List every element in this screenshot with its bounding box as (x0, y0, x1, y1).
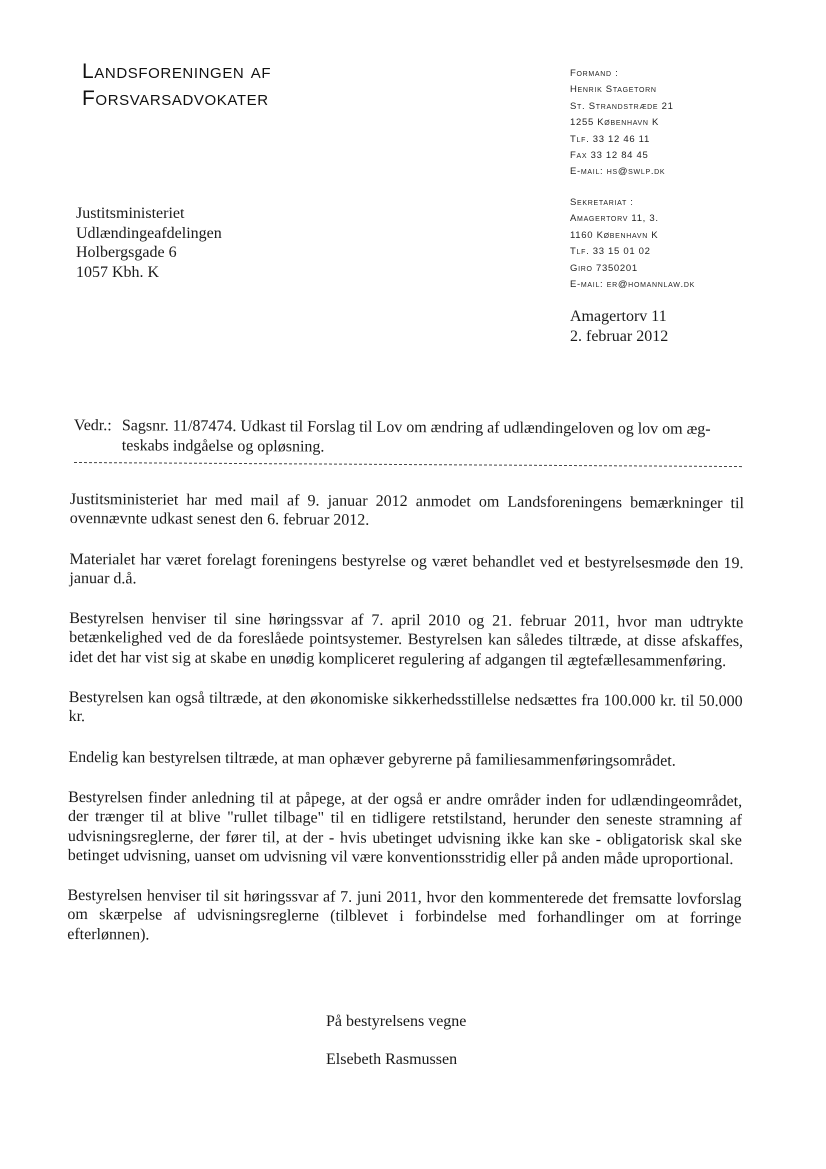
secretariat-heading: Sekretariat : (570, 197, 634, 208)
letter-date: 2. februar 2012 (570, 327, 669, 345)
chairman-phone: Tlf. 33 12 46 11 (570, 133, 650, 145)
chairman-city: 1255 København K (570, 117, 660, 129)
subject-label: Vedr.: (73, 416, 112, 435)
organization-title (82, 58, 271, 112)
subject-text-line-1: Sagsnr. 11/87474. Udkast til Forslag til Lov om ændring af udlændingeloven og lov om æg- (121, 417, 711, 438)
closing-greeting: På bestyrelsens vegne (326, 1013, 467, 1030)
body-paragraph: Justitsministeriet har med mail af 9. januar 2012 anmodet om Landsforeningens bemærkninger til ovennævnte udkast senest den 6. februar 2012. (69, 490, 744, 530)
subject-line (74, 416, 754, 459)
recipient-line-4: 1057 Kbh. K (76, 263, 160, 281)
body-paragraph: Endelig kan bestyrelsen tiltræde, at man ophæver gebyrerne på familiesammenføringsområdet. (68, 748, 676, 770)
chairman-contact-block (570, 66, 674, 181)
subject-text-line-2: teskabs indgåelse og opløsning. (121, 436, 325, 456)
body-paragraph: Bestyrelsen kan også tiltræde, at den økonomiske sikkerhedsstillelse nedsættes fra 100.000 kr. til 50.000 kr. (68, 689, 743, 726)
chairman-fax: Fax 33 12 84 45 (570, 150, 649, 162)
secretariat-contact-block (570, 195, 695, 293)
organization-title-line-1: Landsforeningen af (82, 60, 272, 83)
secretariat-street: Amagertorv 11, 3. (570, 213, 659, 225)
chairman-name: Henrik Stagetorn (570, 84, 657, 96)
recipient-address (76, 204, 222, 282)
letter-place: Amagertorv 11 (570, 308, 667, 325)
signatory-name: Elsebeth Rasmussen (326, 1051, 458, 1068)
secretariat-email: E-mail: er@homannlaw.dk (570, 279, 695, 291)
recipient-line-1: Justitsministeriet (76, 205, 185, 222)
secretariat-giro: Giro 7350201 (570, 262, 638, 274)
body-paragraph: Materialet har været forelagt foreningens bestyrelse og været behandlet ved et bestyrelsesmøde den 19. januar d.å. (69, 550, 744, 588)
secretariat-phone: Tlf. 33 15 01 02 (570, 246, 651, 258)
organization-title-line-2: Forsvarsadvokater (82, 87, 269, 110)
letter-body (67, 490, 744, 969)
body-paragraph: Bestyrelsen finder anledning til at påpege, at der også er andre områder inden for udlændingeområdet, der trænger til at blive "rullet tilbage" til en tidligere retstilstand, herunder den seneste stramning af udvisningsreglerne, der fører til, at der - hvis ubetinget udvisning ikke kan ske - obligatorisk skal ske betinget udvisning, uanset om udvisning vil være konventionsstridig eller på anden måde uproportional. (67, 788, 743, 868)
dashed-divider (74, 462, 742, 467)
recipient-line-3: Holbergsgade 6 (76, 244, 177, 262)
place-and-date (570, 307, 668, 346)
chairman-street: St. Strandstræde 21 (570, 100, 674, 112)
letter-closing (326, 1012, 466, 1069)
body-paragraph: Bestyrelsen henviser til sit høringssvar af 7. juni 2011, hvor den kommenterede det fremsatte lovforslag om skærpelse af udvisningsreglerne (tilblevet i forbindelse med forhandlinger om at forringe efterlønnen). (67, 887, 742, 944)
body-paragraph: Bestyrelsen henviser til sine høringssvar af 7. april 2010 og 21. februar 2011, hvor man udtrykte betænkelighed ved de da foreslåede pointsystemer. Bestyrelsen kan således tiltræde, at disse afskaffes, idet det har vist sig at skabe en unødig kompliceret regulering af adgangen til ægtefællesammenføring. (68, 610, 744, 670)
secretariat-city: 1160 København K (570, 229, 659, 241)
chairman-heading: Formand : (570, 68, 619, 79)
recipient-line-2: Udlændingeafdelingen (76, 224, 222, 242)
chairman-email: E-mail: hs@swlp.dk (570, 166, 666, 178)
